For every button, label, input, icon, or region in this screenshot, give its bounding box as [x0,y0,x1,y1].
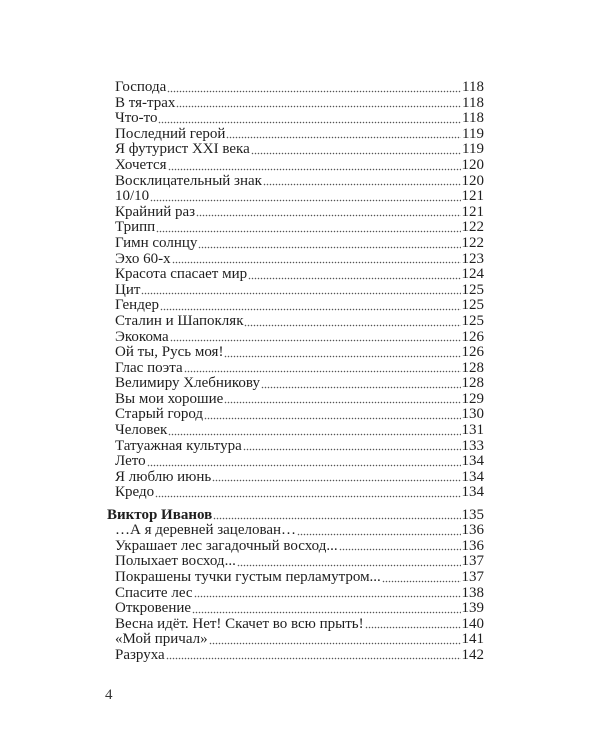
toc-entry-title: Ой ты, Русь моя! [115,344,224,361]
toc-entry-title: Велимиру Хлебникову [115,375,261,392]
dot-leader [141,291,460,295]
author-page: 135 [461,506,484,523]
toc-entry-title: В тя-трах [115,94,176,111]
toc-entry-page: 128 [461,359,484,376]
dot-leader [261,385,460,389]
dot-leader [166,656,461,660]
toc-entry-title: Откровение [115,600,192,617]
dot-leader [147,463,461,467]
toc-entry[interactable] [107,586,484,602]
toc-entry[interactable] [107,601,484,617]
toc-entry[interactable] [107,454,484,470]
dot-leader [158,120,461,124]
toc-entry-page: 119 [462,141,484,158]
toc-entry[interactable] [107,330,484,346]
toc-entry-page: 121 [461,188,484,205]
toc-entry-title: Татуажная культура [115,437,242,454]
toc-entry-title: Разруха [115,646,165,663]
dot-leader [160,307,460,311]
toc-entry-title: Вы мои хорошие [115,390,224,407]
toc-entry-title: Сталин и Шапокляк [115,312,244,329]
toc-entry-page: 134 [461,453,484,470]
dot-leader [263,182,461,186]
dot-leader [204,416,460,420]
toc-entry-title: Последний герой [115,125,226,142]
toc-entry-page: 134 [461,468,484,485]
toc-entry[interactable] [107,111,484,127]
toc-entry-title: Покрашены тучки густым перламутром... [115,568,381,585]
toc-entry-page: 133 [461,437,484,454]
toc-entry[interactable] [107,407,484,423]
toc-entry[interactable] [107,648,484,664]
dot-leader [184,369,461,373]
toc-entry[interactable] [107,283,484,299]
toc-entry-page: 134 [461,484,484,501]
toc-entry-page: 121 [461,203,484,220]
dot-leader [156,229,460,233]
toc-entry-page: 137 [461,553,484,570]
toc-entry[interactable] [107,617,484,633]
toc-entry-title: Украшает лес загадочный восход... [115,537,338,554]
dot-leader [172,260,461,264]
toc-entry-page: 138 [461,584,484,601]
toc-entry-page: 137 [461,568,484,585]
toc-entry-title: Гимн солнцу [115,234,198,251]
toc-entry-title: Спасите лес [115,584,193,601]
toc-entry[interactable] [107,523,484,539]
toc-entry-page: 140 [461,615,484,632]
dot-leader [226,135,461,139]
toc-entry-title: Глас поэта [115,359,183,376]
toc-entry[interactable] [107,539,484,555]
author-section [107,508,484,664]
dot-leader [196,213,460,217]
toc-list [107,80,484,501]
toc-entry-page: 120 [461,172,484,189]
toc-entry-title: Экокома [115,328,169,345]
author-heading[interactable] [107,508,484,524]
toc-entry-page: 131 [461,422,484,439]
toc-entry[interactable] [107,127,484,143]
dot-leader [297,532,460,536]
toc-entry[interactable] [107,423,484,439]
dot-leader [194,594,461,598]
toc-entry[interactable] [107,361,484,377]
toc-entry[interactable] [107,345,484,361]
toc-entry[interactable] [107,267,484,283]
toc-entry[interactable] [107,376,484,392]
dot-leader [244,323,460,327]
dot-leader [243,447,461,451]
toc-entry[interactable] [107,142,484,158]
toc-entry[interactable] [107,470,484,486]
toc-entry-page: 123 [461,250,484,267]
toc-entry-title: Красота спасает мир [115,266,248,283]
page-number: 4 [105,687,113,703]
toc-entry-page: 126 [461,344,484,361]
toc-entry[interactable] [107,314,484,330]
toc-entry[interactable] [107,392,484,408]
toc-entry-title: Я люблю июнь [115,468,212,485]
toc-entry-title: Лето [115,453,146,470]
toc-entry-title: Крайний раз [115,203,196,220]
toc-entry-title: Эхо 60-х [115,250,171,267]
toc-entry[interactable] [107,80,484,96]
dot-leader [155,494,460,498]
toc-entry-page: 125 [461,312,484,329]
toc-entry-page: 139 [461,600,484,617]
toc-entry-page: 136 [461,537,484,554]
dot-leader [176,104,461,108]
toc-entry[interactable] [107,236,484,252]
toc-entry[interactable] [107,554,484,570]
toc-entry-page: 129 [461,390,484,407]
toc-entry-page: 119 [462,125,484,142]
dot-leader [170,338,461,342]
toc-entry-page: 122 [461,219,484,236]
dot-leader [365,625,461,629]
toc-entry-title: Хочется [115,156,167,173]
author-name: Виктор Иванов [107,506,213,523]
toc-entry-page: 126 [461,328,484,345]
table-of-contents [107,80,484,663]
toc-entry[interactable] [107,174,484,190]
toc-entry-title: Полыхает восход... [115,553,236,570]
toc-entry-page: 120 [461,156,484,173]
toc-entry-page: 130 [461,406,484,423]
toc-entry-title: Восклицательный знак [115,172,262,189]
dot-leader [167,89,461,93]
toc-entry-title: «Мой причал» [115,631,208,648]
toc-entry[interactable] [107,570,484,586]
dot-leader [168,167,461,171]
toc-entry-title: Весна идёт. Нет! Скачет во всю прыть! [115,615,364,632]
toc-entry-title: Я футурист XXI века [115,141,250,158]
toc-entry-title: Человек [115,422,168,439]
toc-entry-page: 125 [461,297,484,314]
toc-entry-title: Кредо [115,484,155,501]
dot-leader [150,198,460,202]
toc-entry-page: 124 [461,266,484,283]
toc-entry-page: 141 [461,631,484,648]
toc-entry[interactable] [107,252,484,268]
toc-entry-title: Гендер [115,297,160,314]
toc-entry-title: Господа [115,79,167,95]
toc-entry-page: 118 [462,94,484,111]
toc-entry-title: Цит [115,281,141,298]
toc-entry-page: 122 [461,234,484,251]
author-toc-list [107,523,484,663]
toc-entry[interactable] [107,96,484,112]
toc-entry-title: Старый город [115,406,204,423]
dot-leader [213,516,460,520]
toc-entry[interactable] [107,158,484,174]
dot-leader [224,354,460,358]
dot-leader [339,547,461,551]
dot-leader [382,579,461,583]
toc-entry[interactable] [107,439,484,455]
toc-entry[interactable] [107,632,484,648]
toc-entry-title: Что-то [115,110,158,127]
dot-leader [209,641,461,645]
dot-leader [198,245,460,249]
toc-entry-title: …А я деревней зацелован… [115,522,297,539]
toc-entry-title: Трипп [115,219,156,236]
toc-entry-page: 128 [461,375,484,392]
toc-entry[interactable] [107,485,484,501]
toc-entry-page: 118 [462,79,484,95]
dot-leader [224,400,460,404]
toc-entry[interactable] [107,205,484,221]
dot-leader [237,563,461,567]
toc-entry[interactable] [107,189,484,205]
toc-entry-title: 10/10 [115,188,150,205]
toc-entry[interactable] [107,220,484,236]
dot-leader [248,276,460,280]
toc-entry-page: 142 [461,646,484,663]
dot-leader [192,610,460,614]
dot-leader [251,151,461,155]
toc-entry-page: 125 [461,281,484,298]
toc-entry[interactable] [107,298,484,314]
toc-entry-page: 136 [461,522,484,539]
dot-leader [168,432,460,436]
toc-entry-page: 118 [462,110,484,127]
dot-leader [212,478,460,482]
